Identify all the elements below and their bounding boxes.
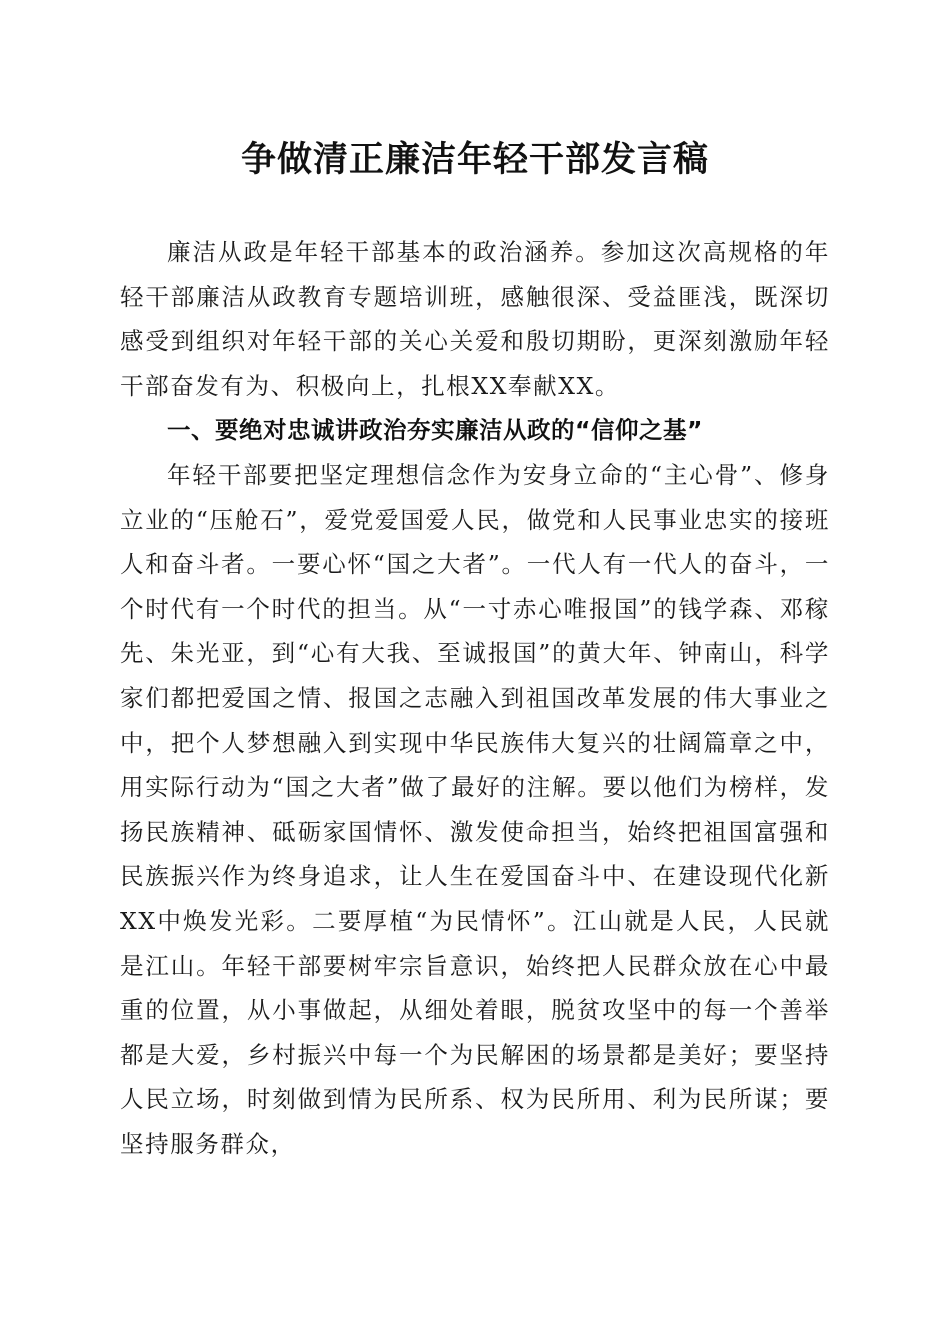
intro-paragraph: 廉洁从政是年轻干部基本的政治涵养。参加这次高规格的年轻干部廉洁从政教育专题培训班，感触很深、受益匪浅，既深切感受到组织对年轻干部的关心关爱和殷切期盼，更深刻激励年轻干部奋发有为、积极向上，扎根XX奉献XX。 xyxy=(120,238,830,400)
document-body xyxy=(120,230,830,1166)
document-title: 争做清正廉洁年轻干部发言稿 xyxy=(240,139,709,180)
section-paragraph: 年轻干部要把坚定理想信念作为安身立命的“主心骨”、修身立业的“压舱石”，爱党爱国爱人民，做党和人民事业忠实的接班人和奋斗者。一要心怀“国之大者”。一代人有一代人的奋斗，一个时代有一个时代的担当。从“一寸赤心唯报国”的钱学森、邓稼先、朱光亚，到“心有大我、至诚报国”的黄大年、钟南山，科学家们都把爱国之情、报国之志融入到祖国改革发展的伟大事业之中，把个人梦想融入到实现中华民族伟大复兴的壮阔篇章之中，用实际行动为“国之大者”做了最好的注解。要以他们为榜样，发扬民族精神、砥砺家国情怀、激发使命担当，始终把祖国富强和民族振兴作为终身追求，让人生在爱国奋斗中、在建设现代化新XX中焕发光彩。二要厚植“为民情怀”。江山就是人民，人民就是江山。年轻干部要树牢宗旨意识，始终把人民群众放在心中最重的位置，从小事做起，从细处着眼，脱贫攻坚中的每一个善举都是大爱，乡村振兴中每一个为民解困的场景都是美好；要坚持人民立场，时刻做到情为民所系、权为民所用、利为民所谋；要坚持服务群众， xyxy=(120,460,830,1158)
section-heading: 一、要绝对忠诚讲政治夯实廉洁从政的“信仰之基” xyxy=(167,416,703,445)
